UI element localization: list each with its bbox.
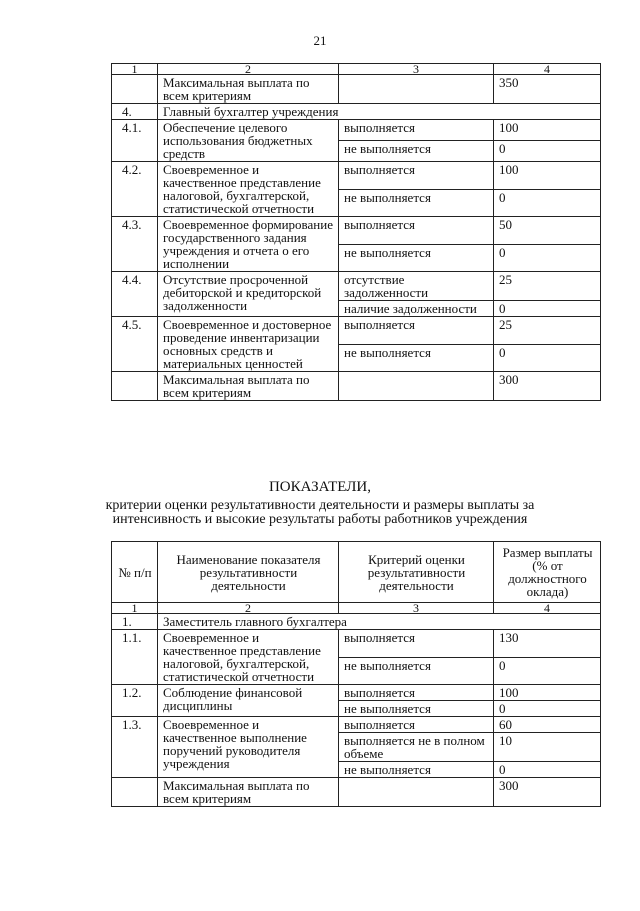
indicator-name: Своевременное и достоверное проведение инвентаризации основных средств и материальных ценностей [158,317,339,372]
column-number-cell: 3 [339,64,494,75]
indicator-number: 1.1. [112,630,158,685]
column-number-row [112,603,601,614]
column-number-cell: 2 [158,64,339,75]
criteria-table-body [112,64,601,401]
criterion-text: выполняется [339,217,494,245]
criterion-value: 0 [494,189,601,217]
indicator-name: Обеспечение целевого использования бюджетных средств [158,120,339,162]
indicator-number: 4.1. [112,120,158,162]
criterion-value: 25 [494,317,601,345]
criterion-value: 0 [494,344,601,372]
max-payment-label: Максимальная выплата по всем критериям [158,75,339,104]
subheading-line-1: критерии оценки результативности деятельности и размеры выплаты за [105,498,535,513]
criterion-value: 25 [494,272,601,301]
indicator-number: 1.3. [112,717,158,778]
indicator-number: 1.2. [112,685,158,717]
criterion-text: выполняется [339,120,494,141]
criterion-row [112,717,601,733]
column-number-cell: 4 [494,64,601,75]
empty-cell [112,372,158,401]
section-title: Главный бухгалтер учреждения [158,104,601,120]
criterion-text: не выполняется [339,244,494,272]
criterion-value: 0 [494,762,601,778]
column-number-cell: 3 [339,603,494,614]
criterion-value: 10 [494,733,601,762]
criterion-value: 100 [494,120,601,141]
criterion-row [112,317,601,345]
criterion-text: не выполняется [339,657,494,685]
column-number-cell: 1 [112,603,158,614]
indicator-name: Отсутствие просроченной дебиторской и кредиторской задолженности [158,272,339,317]
indicator-name: Своевременное и качественное представление налоговой, бухгалтерской, статистической отчетности [158,630,339,685]
criteria-table-body [112,603,601,807]
criterion-row [112,162,601,190]
section-subheading [0,499,640,527]
subheading-line-2: интенсивность и высокие результаты работы работников учреждения [112,512,528,527]
header-cell-number: № п/п [112,542,158,603]
criterion-value: 0 [494,301,601,317]
section-number: 4. [112,104,158,120]
max-payment-value: 300 [494,778,601,807]
criterion-text: не выполняется [339,701,494,717]
section-row [112,614,601,630]
criterion-value: 50 [494,217,601,245]
empty-cell [339,75,494,104]
criterion-text: выполняется [339,717,494,733]
indicator-number: 4.2. [112,162,158,217]
criteria-table-deputy-accountant [111,541,601,807]
criterion-text: выполняется [339,630,494,658]
criterion-row [112,272,601,301]
criterion-value: 0 [494,141,601,162]
empty-cell [112,75,158,104]
criterion-value: 60 [494,717,601,733]
header-cell-payment-size: Размер выплаты (% от должностного оклада) [494,542,601,603]
column-number-cell: 2 [158,603,339,614]
indicator-number: 4.5. [112,317,158,372]
indicator-name: Своевременное и качественное представление налоговой, бухгалтерской, статистической отчетности [158,162,339,217]
criterion-value: 0 [494,657,601,685]
criterion-value: 130 [494,630,601,658]
criterion-value: 100 [494,162,601,190]
section-heading: ПОКАЗАТЕЛИ, [268,479,372,495]
indicator-name: Соблюдение финансовой дисциплины [158,685,339,717]
column-number-cell: 4 [494,603,601,614]
criterion-text: не выполняется [339,189,494,217]
criterion-row [112,685,601,701]
criterion-row [112,630,601,658]
criterion-text: не выполняется [339,344,494,372]
section-row [112,104,601,120]
criteria-table-chief-accountant [111,63,601,401]
header-cell-criterion: Критерий оценки результативности деятельности [339,542,494,603]
criterion-value: 0 [494,244,601,272]
column-number-cell: 1 [112,64,158,75]
max-payment-value: 350 [494,75,601,104]
indicator-name: Своевременное и качественное выполнение поручений руководителя учреждения [158,717,339,778]
max-payment-row [112,778,601,807]
max-payment-row [112,372,601,401]
indicator-name: Своевременное формирование государственного задания учреждения и отчета о его исполнении [158,217,339,272]
criterion-text: выполняется [339,162,494,190]
empty-cell [112,778,158,807]
criterion-value: 0 [494,701,601,717]
column-number-row [112,64,601,75]
indicator-number: 4.3. [112,217,158,272]
table-header-row [112,542,601,603]
max-payment-label: Максимальная выплата по всем критериям [158,778,339,807]
criterion-value: 100 [494,685,601,701]
criterion-text: не выполняется [339,762,494,778]
criterion-text: выполняется [339,317,494,345]
criterion-text: выполняется не в полном объеме [339,733,494,762]
criterion-row [112,120,601,141]
header-cell-indicator: Наименование показателя результативности деятельности [158,542,339,603]
section-number: 1. [112,614,158,630]
empty-cell [339,372,494,401]
max-payment-value: 300 [494,372,601,401]
criterion-text: выполняется [339,685,494,701]
section-title: Заместитель главного бухгалтера [158,614,601,630]
max-payment-label: Максимальная выплата по всем критериям [158,372,339,401]
max-payment-row [112,75,601,104]
criterion-text: наличие задолженности [339,301,494,317]
page-number: 21 [313,33,327,48]
indicator-number: 4.4. [112,272,158,317]
empty-cell [339,778,494,807]
criterion-text: отсутствие задолженности [339,272,494,301]
criterion-text: не выполняется [339,141,494,162]
criterion-row [112,217,601,245]
